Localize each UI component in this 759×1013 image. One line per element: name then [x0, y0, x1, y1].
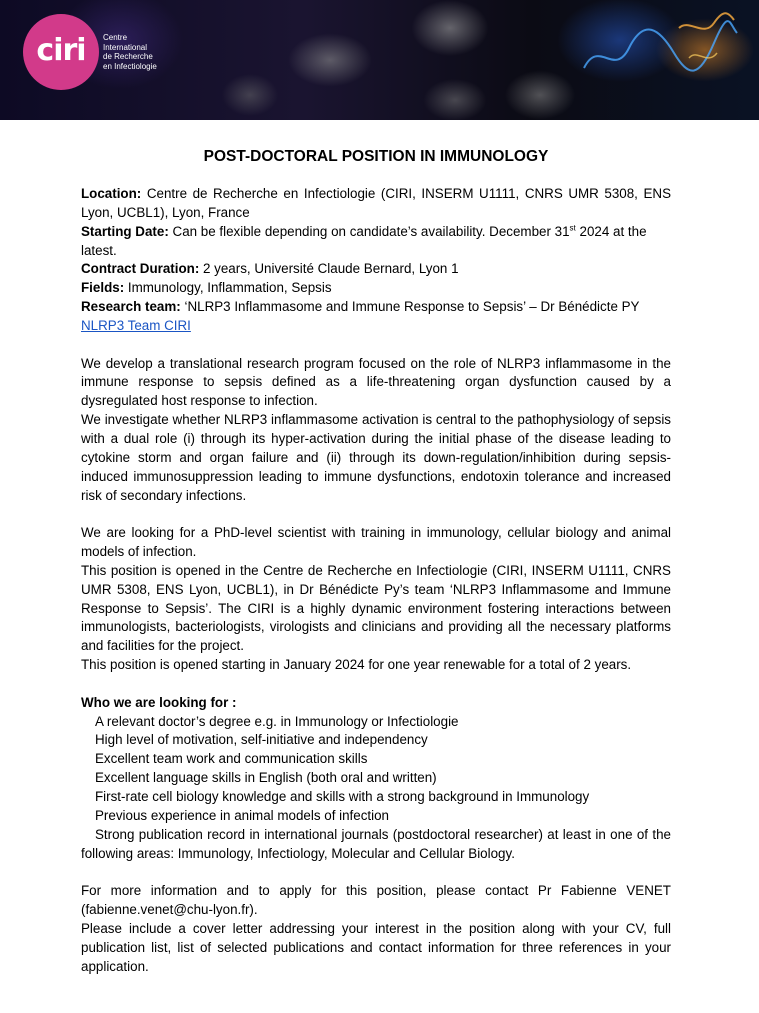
- spacer: [81, 505, 671, 524]
- team-value: ‘NLRP3 Inflammasome and Immune Response to Sepsis’ – Dr Bénédicte PY: [180, 299, 640, 315]
- spacer: [81, 675, 671, 694]
- list-item: Excellent language skills in English (both oral and written): [95, 770, 437, 786]
- duration-line: [81, 260, 671, 279]
- list-item: First-rate cell biology knowledge and skills with a strong background in Immunology: [95, 789, 590, 804]
- list-item: Previous experience in animal models of infection: [95, 807, 390, 823]
- logo-text: [103, 33, 157, 71]
- list-item: High level of motivation, self-initiative and independency: [95, 732, 428, 748]
- list-item: A relevant doctor’s degree e.g. in Immunology or Infectiologie: [95, 713, 459, 729]
- contact-paragraph-1: For more information and to apply for this position, please contact Pr Fabienne VENET (fabienne.venet@chu-lyon.fr).: [81, 883, 671, 918]
- position-paragraph-1: We are looking for a PhD-level scientist with training in immunology, cellular biology and animal models of infection.: [81, 525, 671, 560]
- fields-line: [81, 279, 671, 298]
- logo-mark: ciri: [36, 32, 86, 68]
- spacer: [81, 863, 671, 882]
- looking-for-heading: Who we are looking for :: [81, 694, 237, 710]
- location-value: Centre de Recherche en Infectiologie (CIRI, INSERM U1111, CNRS UMR 5308, ENS Lyon, UCBL1), Lyon, France: [81, 186, 671, 220]
- contact-paragraph-2: Please include a cover letter addressing your interest in the position along with your CV, full publication list, list of selected publications and contact information for three references in your application.: [81, 920, 671, 974]
- logo-line: Centre: [103, 33, 128, 42]
- logo-line: en Infectiologie: [103, 61, 157, 71]
- job-posting: [81, 147, 671, 976]
- logo-line: International: [103, 42, 148, 52]
- start-value-end: 2024 at the latest.: [81, 223, 647, 258]
- intro-paragraph-1: We develop a translational research program focused on the role of NLRP3 inflammasome in the immune response to sepsis defined as a life-threatening organ dysfunction caused by a dysregulated host response to infection.: [81, 355, 671, 409]
- location-label: Location:: [81, 186, 142, 201]
- position-paragraph-2: This position is opened in the Centre de Recherche en Infectiologie (CIRI, INSERM U1111, CNRS UMR 5308, ENS Lyon, UCBL1), in Dr Bénédicte Py’s team ‘NLRP3 Inflammasome and Immune Response to Sepsis’. The CIRI is a highly dynamic environment fostering interactions between immunologists, bacteriologists, virologists and clinicians and providing all the necessary platforms and facilities for the project.: [81, 562, 671, 654]
- team-label: Research team:: [81, 299, 181, 315]
- header-banner: [0, 0, 759, 120]
- start-label: Starting Date:: [81, 223, 169, 239]
- logo-line: de Recherche: [103, 52, 153, 61]
- team-line: [81, 298, 671, 317]
- team-link[interactable]: NLRP3 Team CIRI: [81, 317, 191, 333]
- spacer: [81, 336, 671, 355]
- microscopy-decoration: [579, 8, 739, 88]
- page-title: POST-DOCTORAL POSITION IN IMMUNOLOGY: [203, 148, 549, 165]
- fields-label: Fields:: [81, 280, 125, 296]
- duration-value: 2 years, Université Claude Bernard, Lyon 1: [199, 261, 459, 277]
- requirements-list: [81, 713, 671, 864]
- team-link-line: [81, 317, 671, 336]
- duration-label: Contract Duration:: [81, 261, 200, 277]
- location-line: [81, 185, 671, 223]
- list-item: Strong publication record in international journals (postdoctoral researcher) at least in one of the following areas: Immunology, Infectiology, Molecular and Cellular Biology.: [81, 826, 671, 861]
- position-paragraph-3: This position is opened starting in January 2024 for one year renewable for a total of 2 years.: [81, 657, 632, 673]
- start-date-line: [81, 223, 671, 261]
- list-item: Excellent team work and communication skills: [95, 751, 368, 767]
- ciri-logo: [23, 14, 99, 90]
- fields-value: Immunology, Inflammation, Sepsis: [124, 280, 332, 296]
- start-value: Can be flexible depending on candidate’s availability. December 31: [168, 223, 570, 239]
- intro-paragraph-2: We investigate whether NLRP3 inflammasome activation is central to the pathophysiology of sepsis with a dual role (i) through its hyper-activation during the initial phase of the disease leading to cytokine storm and organ failure and (ii) through its down-regulation/inhibition during sepsis-induced immunosuppression leading to immune dysfunctions, endotoxin tolerance and increased risk of secondary infections.: [81, 412, 671, 503]
- start-sup: st: [569, 223, 576, 233]
